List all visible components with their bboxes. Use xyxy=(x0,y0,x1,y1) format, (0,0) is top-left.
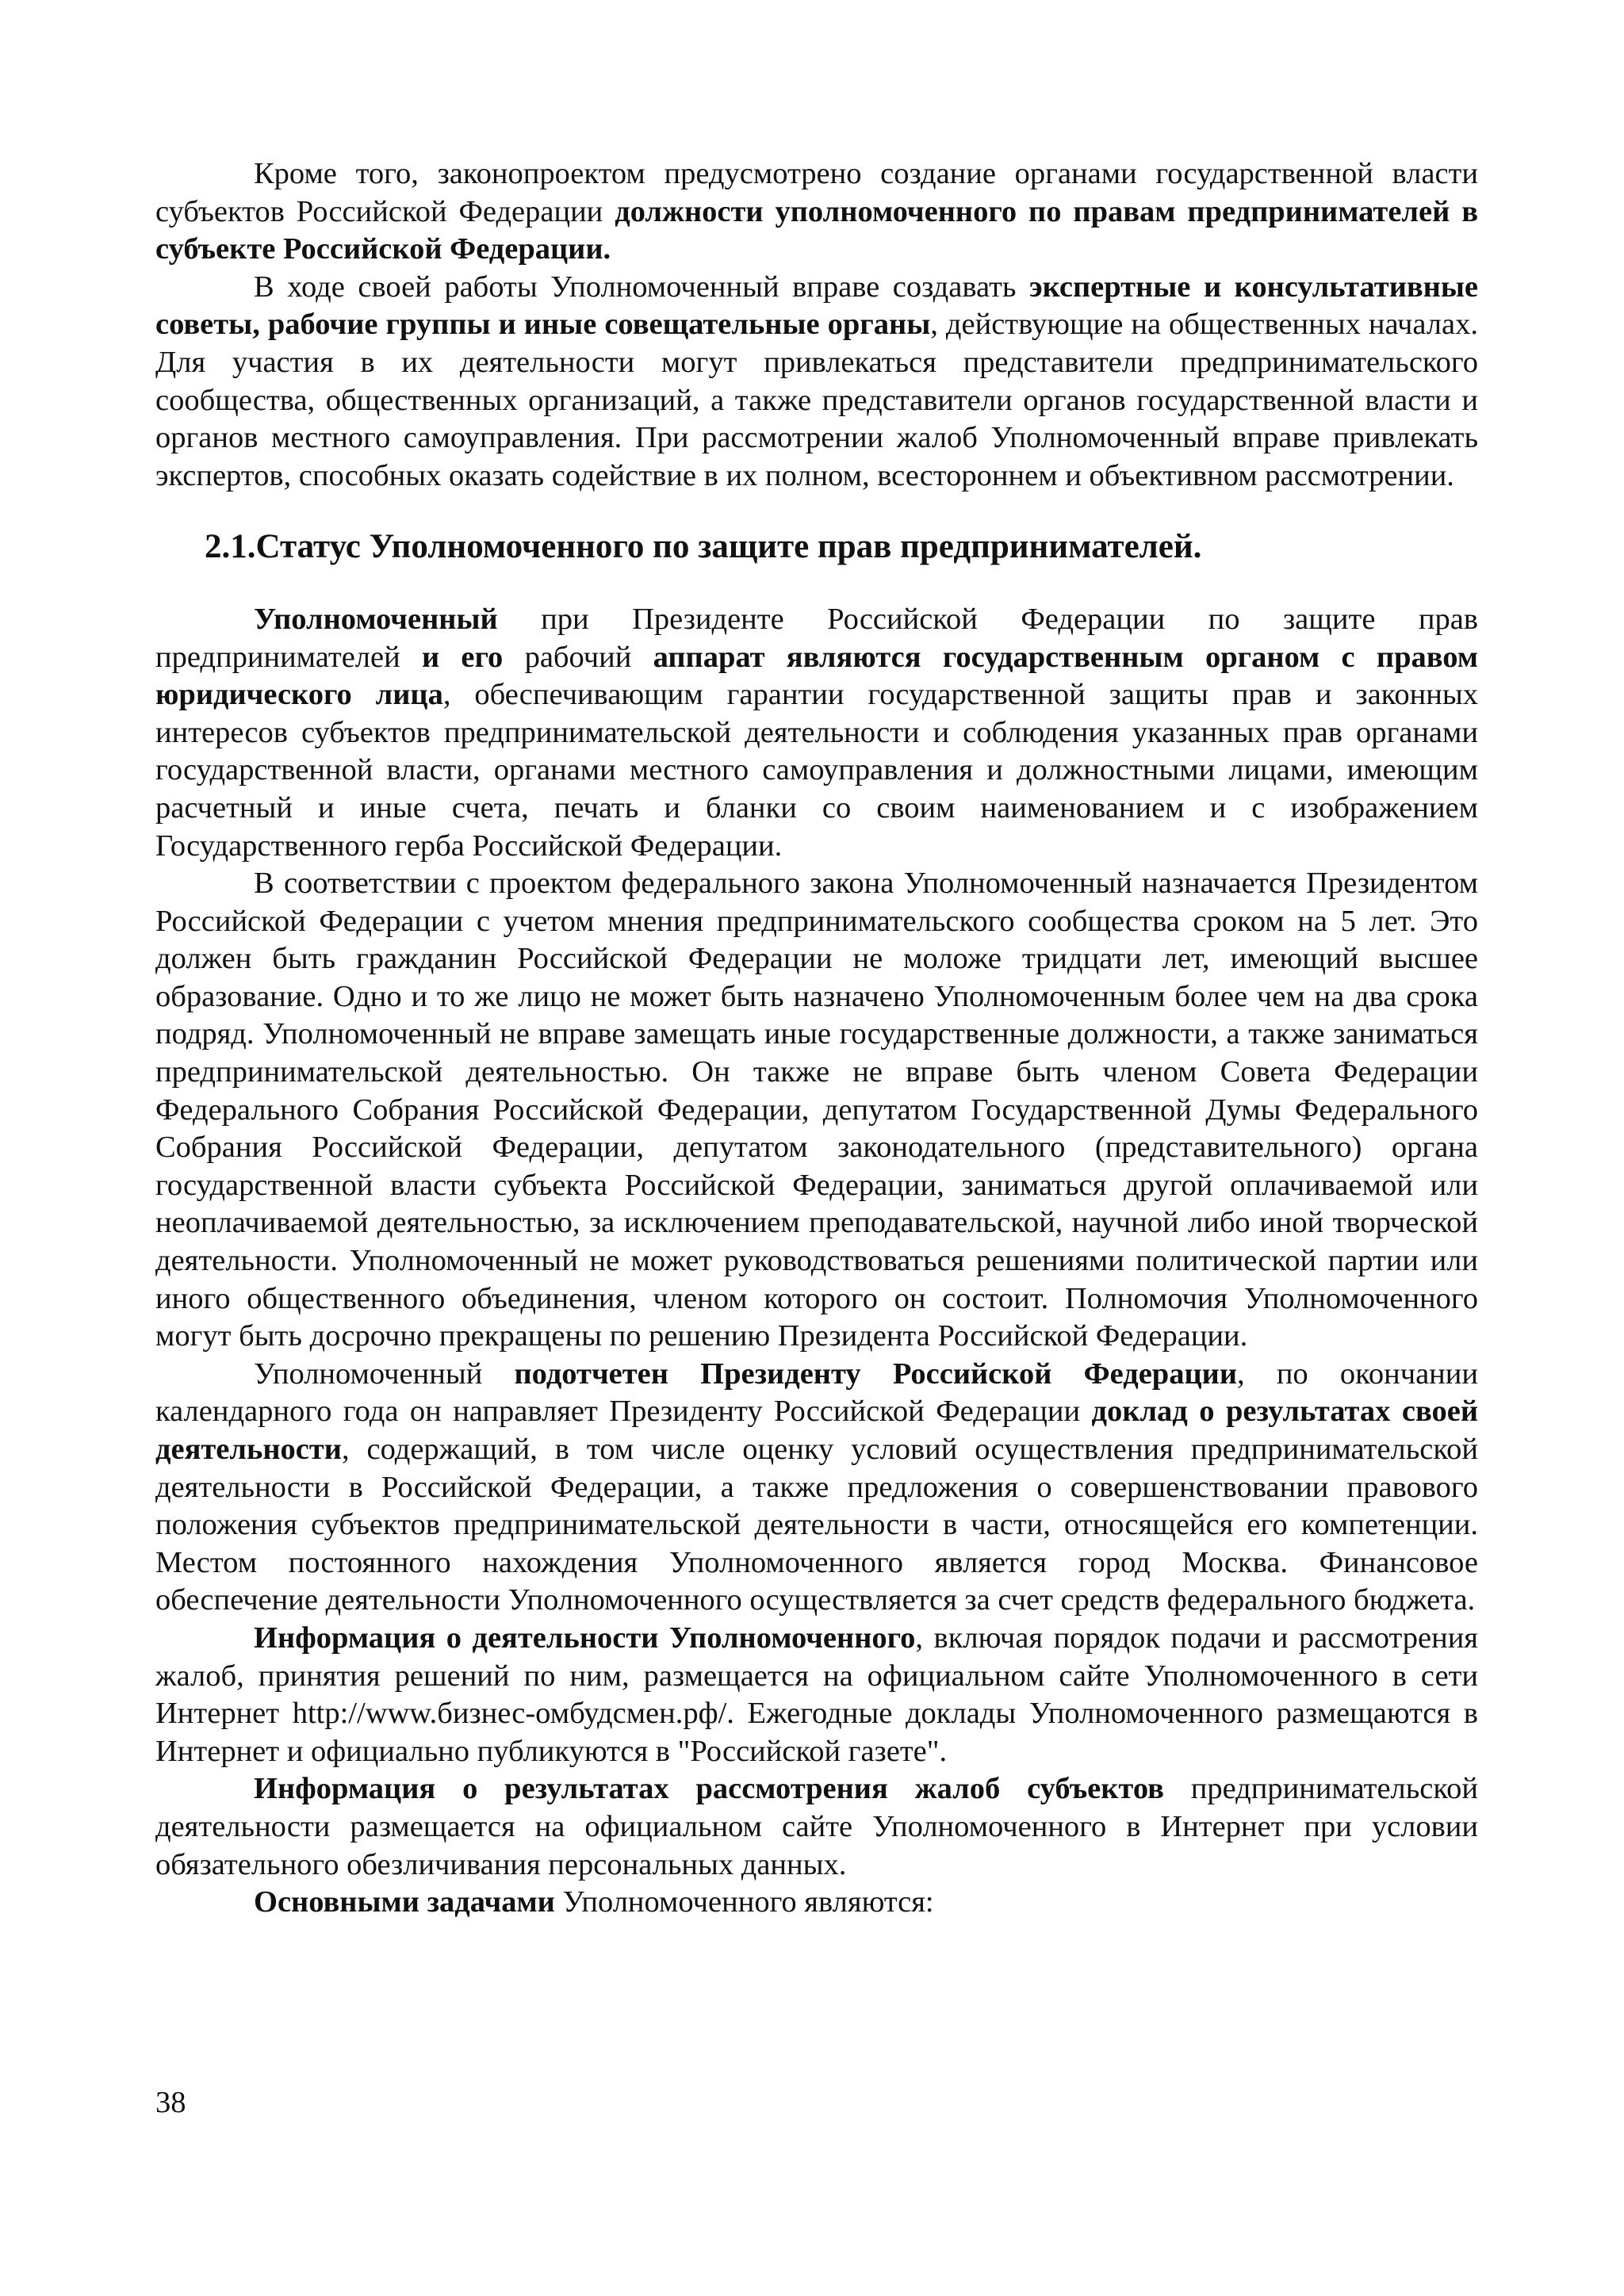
bold-text: 2.1.Статус Уполномоченного по защите прав предпринимателей. xyxy=(205,528,1202,566)
bold-text: экспертные и консультативные советы, рабочие группы и иные совещательные органы xyxy=(155,270,1478,342)
text-run: , включая порядок подачи и рассмотрения жалоб, принятия решений по ним, размещается на официальном сайте Уполномоченного в сети Интернет http://www.бизнес-омбудсмен.рф/. Ежегодные доклады Уполномоченного размещаются в Интернет и официально публикуются в "Российской газете". xyxy=(155,1621,1479,1768)
text-run: Кроме того, законопроектом предусмотрено создание органами государственной власти субъектов Российской Федерации xyxy=(155,157,1478,228)
bold-text: и его xyxy=(421,640,504,674)
page-body xyxy=(155,155,1478,1922)
bold-text: Информация о деятельности Уполномоченного xyxy=(254,1621,916,1655)
bold-text: Информация о результатах рассмотрения жалоб субъектов xyxy=(254,1772,1164,1806)
body-paragraph xyxy=(155,865,1478,1356)
bold-text: Основными задачами xyxy=(254,1885,555,1919)
body-paragraph xyxy=(155,1620,1478,1770)
text-run: , действующие на общественных началах. Для участия в их деятельности могут привлекаться представители предпринимательского сообщества, общественных организаций, а также представители органов государственной власти и органов местного самоуправления. При рассмотрении жалоб Уполномоченный вправе привлекать экспертов, способных оказать содействие в их полном, всестороннем и объективном рассмотрении. xyxy=(155,308,1478,492)
text-run: В соответствии с проектом федерального закона Уполномоченный назначается Президентом Российской Федерации с учетом мнения предпринимательского сообщества сроком на 5 лет. Это должен быть гражданин Российской Федерации не моложе тридцати лет, имеющий высшее образование. Одно и то же лицо не может быть назначено Уполномоченным более чем на два срока подряд. Уполномоченный не вправе замещать иные государственные должности, а также заниматься предпринимательской деятельностью. Он также не вправе быть членом Совета Федерации Федерального Собрания Российской Федерации, депутатом Государственной Думы Федерального Собрания Российской Федерации, депутатом законодательного (представительного) органа государственной власти субъекта Российской Федерации, заниматься другой оплачиваемой или неоплачиваемой деятельностью, за исключением преподавательской, научной либо иной творческой деятельности. Уполномоченный не может руководствоваться решениями политической партии или иного общественного объединения, членом которого он состоит. Полномочия Уполномоченного могут быть досрочно прекращены по решению Президента Российской Федерации. xyxy=(155,867,1478,1353)
bold-text: Уполномоченный xyxy=(254,602,498,636)
bold-text: аппарат являются государственным органом с правом юридического лица xyxy=(155,640,1479,712)
text-run: Уполномоченного являются: xyxy=(554,1885,934,1919)
bold-text: подотчетен Президенту Российской Федерации xyxy=(514,1357,1237,1391)
body-paragraph xyxy=(155,269,1478,496)
page-number: 38 xyxy=(155,2086,186,2119)
body-paragraph xyxy=(155,601,1478,865)
section-heading xyxy=(155,528,1478,566)
text-run: , по окончании календарного года он направляет Президенту Российской Федерации xyxy=(155,1357,1478,1429)
body-paragraph xyxy=(155,1884,1478,1922)
text-run: В ходе своей работы Уполномоченный вправе создавать xyxy=(254,270,1030,304)
bold-text: должности уполномоченного по правам предпринимателей в субъекте Российской Федерации. xyxy=(155,194,1479,266)
text-run: Уполномоченный xyxy=(254,1357,515,1391)
text-run: рабочий xyxy=(503,640,653,674)
text-run: при Президенте Российской Федерации по защите прав предпринимателей xyxy=(155,602,1478,674)
text-run: , содержащий, в том числе оценку условий осуществления предпринимательской деятельности в Российской Федерации, а также предложения о совершенствовании правового положения субъектов предпринимательской деятельности в части, относящейся его компетенции. Местом постоянного нахождения Уполномоченного является город Москва. Финансовое обеспечение деятельности Уполномоченного осуществляется за счет средств федерального бюджета. xyxy=(155,1433,1478,1617)
text-run: предпринимательской деятельности размещается на официальном сайте Уполномоченного в Интернет при условии обязательного обезличивания персональных данных. xyxy=(155,1772,1478,1881)
text-run: , обеспечивающим гарантии государственной защиты прав и законных интересов субъектов предпринимательской деятельности и соблюдения указанных прав органами государственной власти, органами местного самоуправления и должностными лицами, имеющим расчетный и иные счета, печать и бланки со своим наименованием и с изображением Государственного герба Российской Федерации. xyxy=(155,678,1478,863)
body-paragraph xyxy=(155,1356,1478,1620)
body-paragraph xyxy=(155,1770,1478,1884)
bold-text: доклад о результатах своей деятельности xyxy=(155,1395,1479,1466)
body-paragraph xyxy=(155,155,1478,269)
